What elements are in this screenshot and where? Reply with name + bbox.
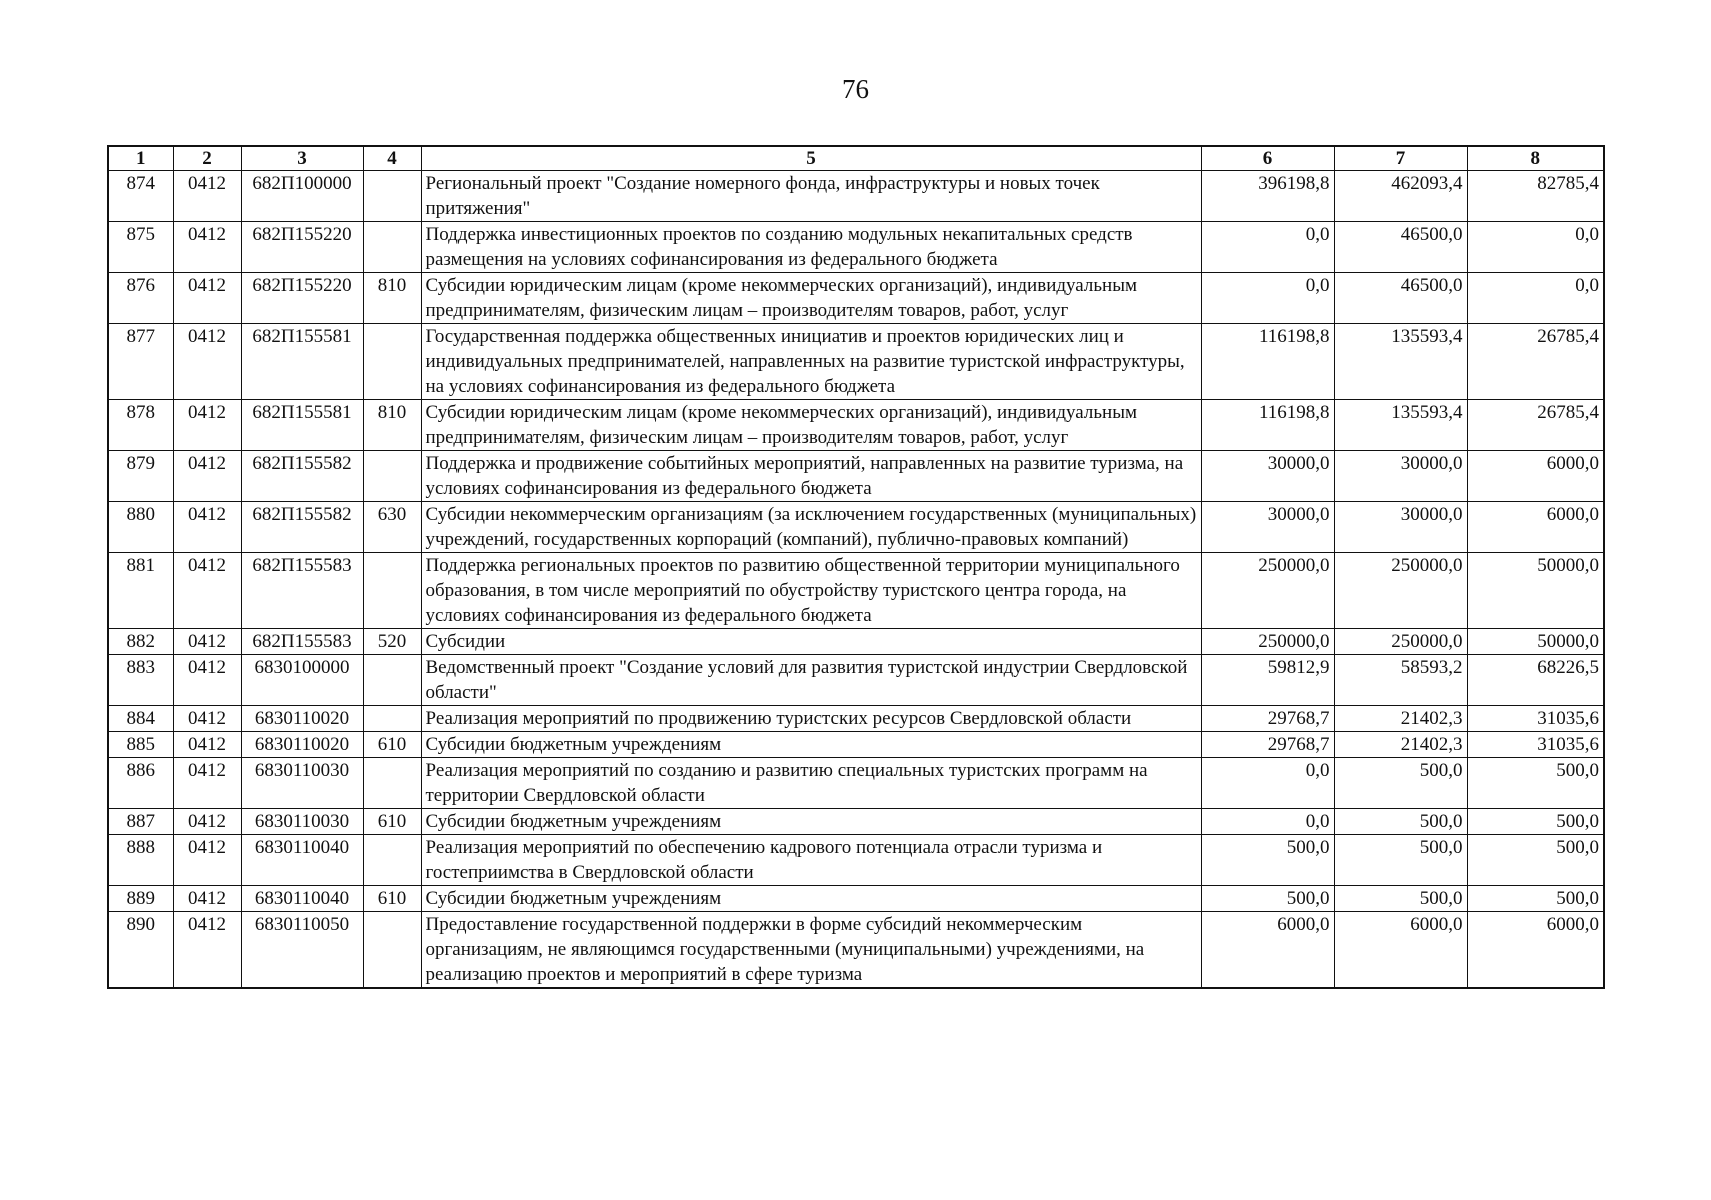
amount-col-7: 46500,0 <box>1334 273 1467 324</box>
item-name: Реализация мероприятий по обеспечению кадрового потенциала отрасли туризма и гостеприимства в Свердловской области <box>421 835 1201 886</box>
section-code: 0412 <box>173 655 241 706</box>
target-article-code: 682П155220 <box>241 273 363 324</box>
row-number: 883 <box>108 655 173 706</box>
section-code: 0412 <box>173 502 241 553</box>
item-name: Региональный проект "Создание номерного фонда, инфраструктуры и новых точек притяжения" <box>421 171 1201 222</box>
row-number: 882 <box>108 629 173 655</box>
amount-col-7: 500,0 <box>1334 835 1467 886</box>
item-name: Субсидии <box>421 629 1201 655</box>
item-name: Субсидии бюджетным учреждениям <box>421 732 1201 758</box>
target-article-code: 6830110030 <box>241 758 363 809</box>
amount-col-6: 396198,8 <box>1201 171 1334 222</box>
target-article-code: 682П155583 <box>241 629 363 655</box>
table-row <box>108 758 1604 809</box>
amount-col-7: 250000,0 <box>1334 629 1467 655</box>
target-article-code: 6830110040 <box>241 886 363 912</box>
amount-col-8: 500,0 <box>1467 886 1604 912</box>
item-name: Реализация мероприятий по продвижению туристских ресурсов Свердловской области <box>421 706 1201 732</box>
row-number: 877 <box>108 324 173 400</box>
amount-col-6: 59812,9 <box>1201 655 1334 706</box>
expense-type-code: 610 <box>363 732 421 758</box>
amount-col-6: 116198,8 <box>1201 324 1334 400</box>
amount-col-8: 500,0 <box>1467 835 1604 886</box>
row-number: 890 <box>108 912 173 989</box>
table-row <box>108 655 1604 706</box>
amount-col-6: 500,0 <box>1201 835 1334 886</box>
expense-type-code <box>363 912 421 989</box>
amount-col-8: 0,0 <box>1467 273 1604 324</box>
target-article-code: 6830110020 <box>241 732 363 758</box>
amount-col-6: 0,0 <box>1201 758 1334 809</box>
row-number: 887 <box>108 809 173 835</box>
amount-col-8: 68226,5 <box>1467 655 1604 706</box>
table-row <box>108 809 1604 835</box>
amount-col-7: 462093,4 <box>1334 171 1467 222</box>
header-col-1: 1 <box>108 146 173 171</box>
item-name: Реализация мероприятий по созданию и развитию специальных туристских программ на территории Свердловской области <box>421 758 1201 809</box>
target-article-code: 6830110040 <box>241 835 363 886</box>
amount-col-8: 26785,4 <box>1467 324 1604 400</box>
amount-col-8: 31035,6 <box>1467 706 1604 732</box>
header-col-5: 5 <box>421 146 1201 171</box>
amount-col-8: 31035,6 <box>1467 732 1604 758</box>
section-code: 0412 <box>173 912 241 989</box>
amount-col-6: 29768,7 <box>1201 706 1334 732</box>
expense-type-code <box>363 706 421 732</box>
item-name: Субсидии бюджетным учреждениям <box>421 809 1201 835</box>
row-number: 884 <box>108 706 173 732</box>
target-article-code: 6830110020 <box>241 706 363 732</box>
budget-table <box>107 145 1605 989</box>
amount-col-7: 135593,4 <box>1334 400 1467 451</box>
amount-col-6: 0,0 <box>1201 273 1334 324</box>
target-article-code: 6830110030 <box>241 809 363 835</box>
section-code: 0412 <box>173 758 241 809</box>
row-number: 881 <box>108 553 173 629</box>
amount-col-8: 0,0 <box>1467 222 1604 273</box>
item-name: Ведомственный проект "Создание условий для развития туристской индустрии Свердловской области" <box>421 655 1201 706</box>
item-name: Поддержка и продвижение событийных мероприятий, направленных на развитие туризма, на условиях софинансирования из федерального бюджета <box>421 451 1201 502</box>
amount-col-7: 58593,2 <box>1334 655 1467 706</box>
table-row <box>108 273 1604 324</box>
row-number: 889 <box>108 886 173 912</box>
section-code: 0412 <box>173 809 241 835</box>
header-col-7: 7 <box>1334 146 1467 171</box>
amount-col-6: 0,0 <box>1201 809 1334 835</box>
target-article-code: 682П155582 <box>241 502 363 553</box>
expense-type-code <box>363 835 421 886</box>
header-col-6: 6 <box>1201 146 1334 171</box>
section-code: 0412 <box>173 629 241 655</box>
amount-col-8: 500,0 <box>1467 809 1604 835</box>
expense-type-code: 810 <box>363 400 421 451</box>
amount-col-7: 250000,0 <box>1334 553 1467 629</box>
amount-col-6: 30000,0 <box>1201 502 1334 553</box>
target-article-code: 682П155220 <box>241 222 363 273</box>
amount-col-7: 46500,0 <box>1334 222 1467 273</box>
target-article-code: 682П155581 <box>241 324 363 400</box>
target-article-code: 6830110050 <box>241 912 363 989</box>
table-row <box>108 835 1604 886</box>
expense-type-code: 520 <box>363 629 421 655</box>
amount-col-7: 21402,3 <box>1334 706 1467 732</box>
table-row <box>108 912 1604 989</box>
section-code: 0412 <box>173 706 241 732</box>
amount-col-6: 250000,0 <box>1201 629 1334 655</box>
table-row <box>108 629 1604 655</box>
target-article-code: 682П155582 <box>241 451 363 502</box>
row-number: 885 <box>108 732 173 758</box>
table-body <box>108 171 1604 989</box>
header-col-8: 8 <box>1467 146 1604 171</box>
page-number: 76 <box>842 74 869 104</box>
amount-col-6: 30000,0 <box>1201 451 1334 502</box>
section-code: 0412 <box>173 835 241 886</box>
table-row <box>108 886 1604 912</box>
table-row <box>108 502 1604 553</box>
section-code: 0412 <box>173 400 241 451</box>
amount-col-8: 50000,0 <box>1467 553 1604 629</box>
amount-col-6: 6000,0 <box>1201 912 1334 989</box>
amount-col-8: 50000,0 <box>1467 629 1604 655</box>
amount-col-6: 29768,7 <box>1201 732 1334 758</box>
amount-col-7: 135593,4 <box>1334 324 1467 400</box>
expense-type-code <box>363 171 421 222</box>
table-row <box>108 732 1604 758</box>
amount-col-7: 21402,3 <box>1334 732 1467 758</box>
expense-type-code: 810 <box>363 273 421 324</box>
table-row <box>108 222 1604 273</box>
row-number: 888 <box>108 835 173 886</box>
item-name: Государственная поддержка общественных инициатив и проектов юридических лиц и индивидуальных предпринимателей, направленных на развитие туристской инфраструктуры, на условиях софинансирования из федерального бюджета <box>421 324 1201 400</box>
expense-type-code <box>363 222 421 273</box>
section-code: 0412 <box>173 222 241 273</box>
amount-col-7: 6000,0 <box>1334 912 1467 989</box>
item-name: Субсидии юридическим лицам (кроме некоммерческих организаций), индивидуальным предпринимателям, физическим лицам – производителям товаров, работ, услуг <box>421 400 1201 451</box>
amount-col-8: 6000,0 <box>1467 451 1604 502</box>
expense-type-code: 630 <box>363 502 421 553</box>
target-article-code: 682П155583 <box>241 553 363 629</box>
target-article-code: 6830100000 <box>241 655 363 706</box>
amount-col-7: 30000,0 <box>1334 451 1467 502</box>
expense-type-code <box>363 553 421 629</box>
row-number: 886 <box>108 758 173 809</box>
item-name: Субсидии юридическим лицам (кроме некоммерческих организаций), индивидуальным предпринимателям, физическим лицам – производителям товаров, работ, услуг <box>421 273 1201 324</box>
expense-type-code <box>363 758 421 809</box>
section-code: 0412 <box>173 451 241 502</box>
row-number: 878 <box>108 400 173 451</box>
row-number: 875 <box>108 222 173 273</box>
amount-col-7: 500,0 <box>1334 809 1467 835</box>
amount-col-8: 500,0 <box>1467 758 1604 809</box>
amount-col-8: 82785,4 <box>1467 171 1604 222</box>
section-code: 0412 <box>173 273 241 324</box>
item-name: Предоставление государственной поддержки в форме субсидий некоммерческим организациям, не являющимся государственными (муниципальными) учреждениями, на реализацию проектов и мероприятий в сфере туризма <box>421 912 1201 989</box>
expense-type-code <box>363 655 421 706</box>
amount-col-7: 30000,0 <box>1334 502 1467 553</box>
target-article-code: 682П100000 <box>241 171 363 222</box>
expense-type-code <box>363 451 421 502</box>
table-row <box>108 171 1604 222</box>
expense-type-code: 610 <box>363 886 421 912</box>
section-code: 0412 <box>173 732 241 758</box>
header-col-2: 2 <box>173 146 241 171</box>
amount-col-8: 6000,0 <box>1467 912 1604 989</box>
table-row <box>108 324 1604 400</box>
table-header-row <box>108 146 1604 171</box>
section-code: 0412 <box>173 553 241 629</box>
target-article-code: 682П155581 <box>241 400 363 451</box>
section-code: 0412 <box>173 886 241 912</box>
section-code: 0412 <box>173 171 241 222</box>
item-name: Поддержка инвестиционных проектов по созданию модульных некапитальных средств размещения на условиях софинансирования из федерального бюджета <box>421 222 1201 273</box>
expense-type-code: 610 <box>363 809 421 835</box>
amount-col-7: 500,0 <box>1334 886 1467 912</box>
amount-col-6: 250000,0 <box>1201 553 1334 629</box>
expense-type-code <box>363 324 421 400</box>
table-row <box>108 400 1604 451</box>
section-code: 0412 <box>173 324 241 400</box>
amount-col-8: 26785,4 <box>1467 400 1604 451</box>
row-number: 880 <box>108 502 173 553</box>
amount-col-8: 6000,0 <box>1467 502 1604 553</box>
item-name: Поддержка региональных проектов по развитию общественной территории муниципального образования, в том числе мероприятий по обустройству туристского центра города, на условиях софинансирования из федерального бюджета <box>421 553 1201 629</box>
row-number: 879 <box>108 451 173 502</box>
item-name: Субсидии бюджетным учреждениям <box>421 886 1201 912</box>
item-name: Субсидии некоммерческим организациям (за исключением государственных (муниципальных) учреждений, государственных корпораций (компаний), публично-правовых компаний) <box>421 502 1201 553</box>
table-row <box>108 451 1604 502</box>
header-col-3: 3 <box>241 146 363 171</box>
amount-col-7: 500,0 <box>1334 758 1467 809</box>
header-col-4: 4 <box>363 146 421 171</box>
row-number: 874 <box>108 171 173 222</box>
amount-col-6: 500,0 <box>1201 886 1334 912</box>
amount-col-6: 0,0 <box>1201 222 1334 273</box>
row-number: 876 <box>108 273 173 324</box>
table-row <box>108 553 1604 629</box>
amount-col-6: 116198,8 <box>1201 400 1334 451</box>
table-row <box>108 706 1604 732</box>
